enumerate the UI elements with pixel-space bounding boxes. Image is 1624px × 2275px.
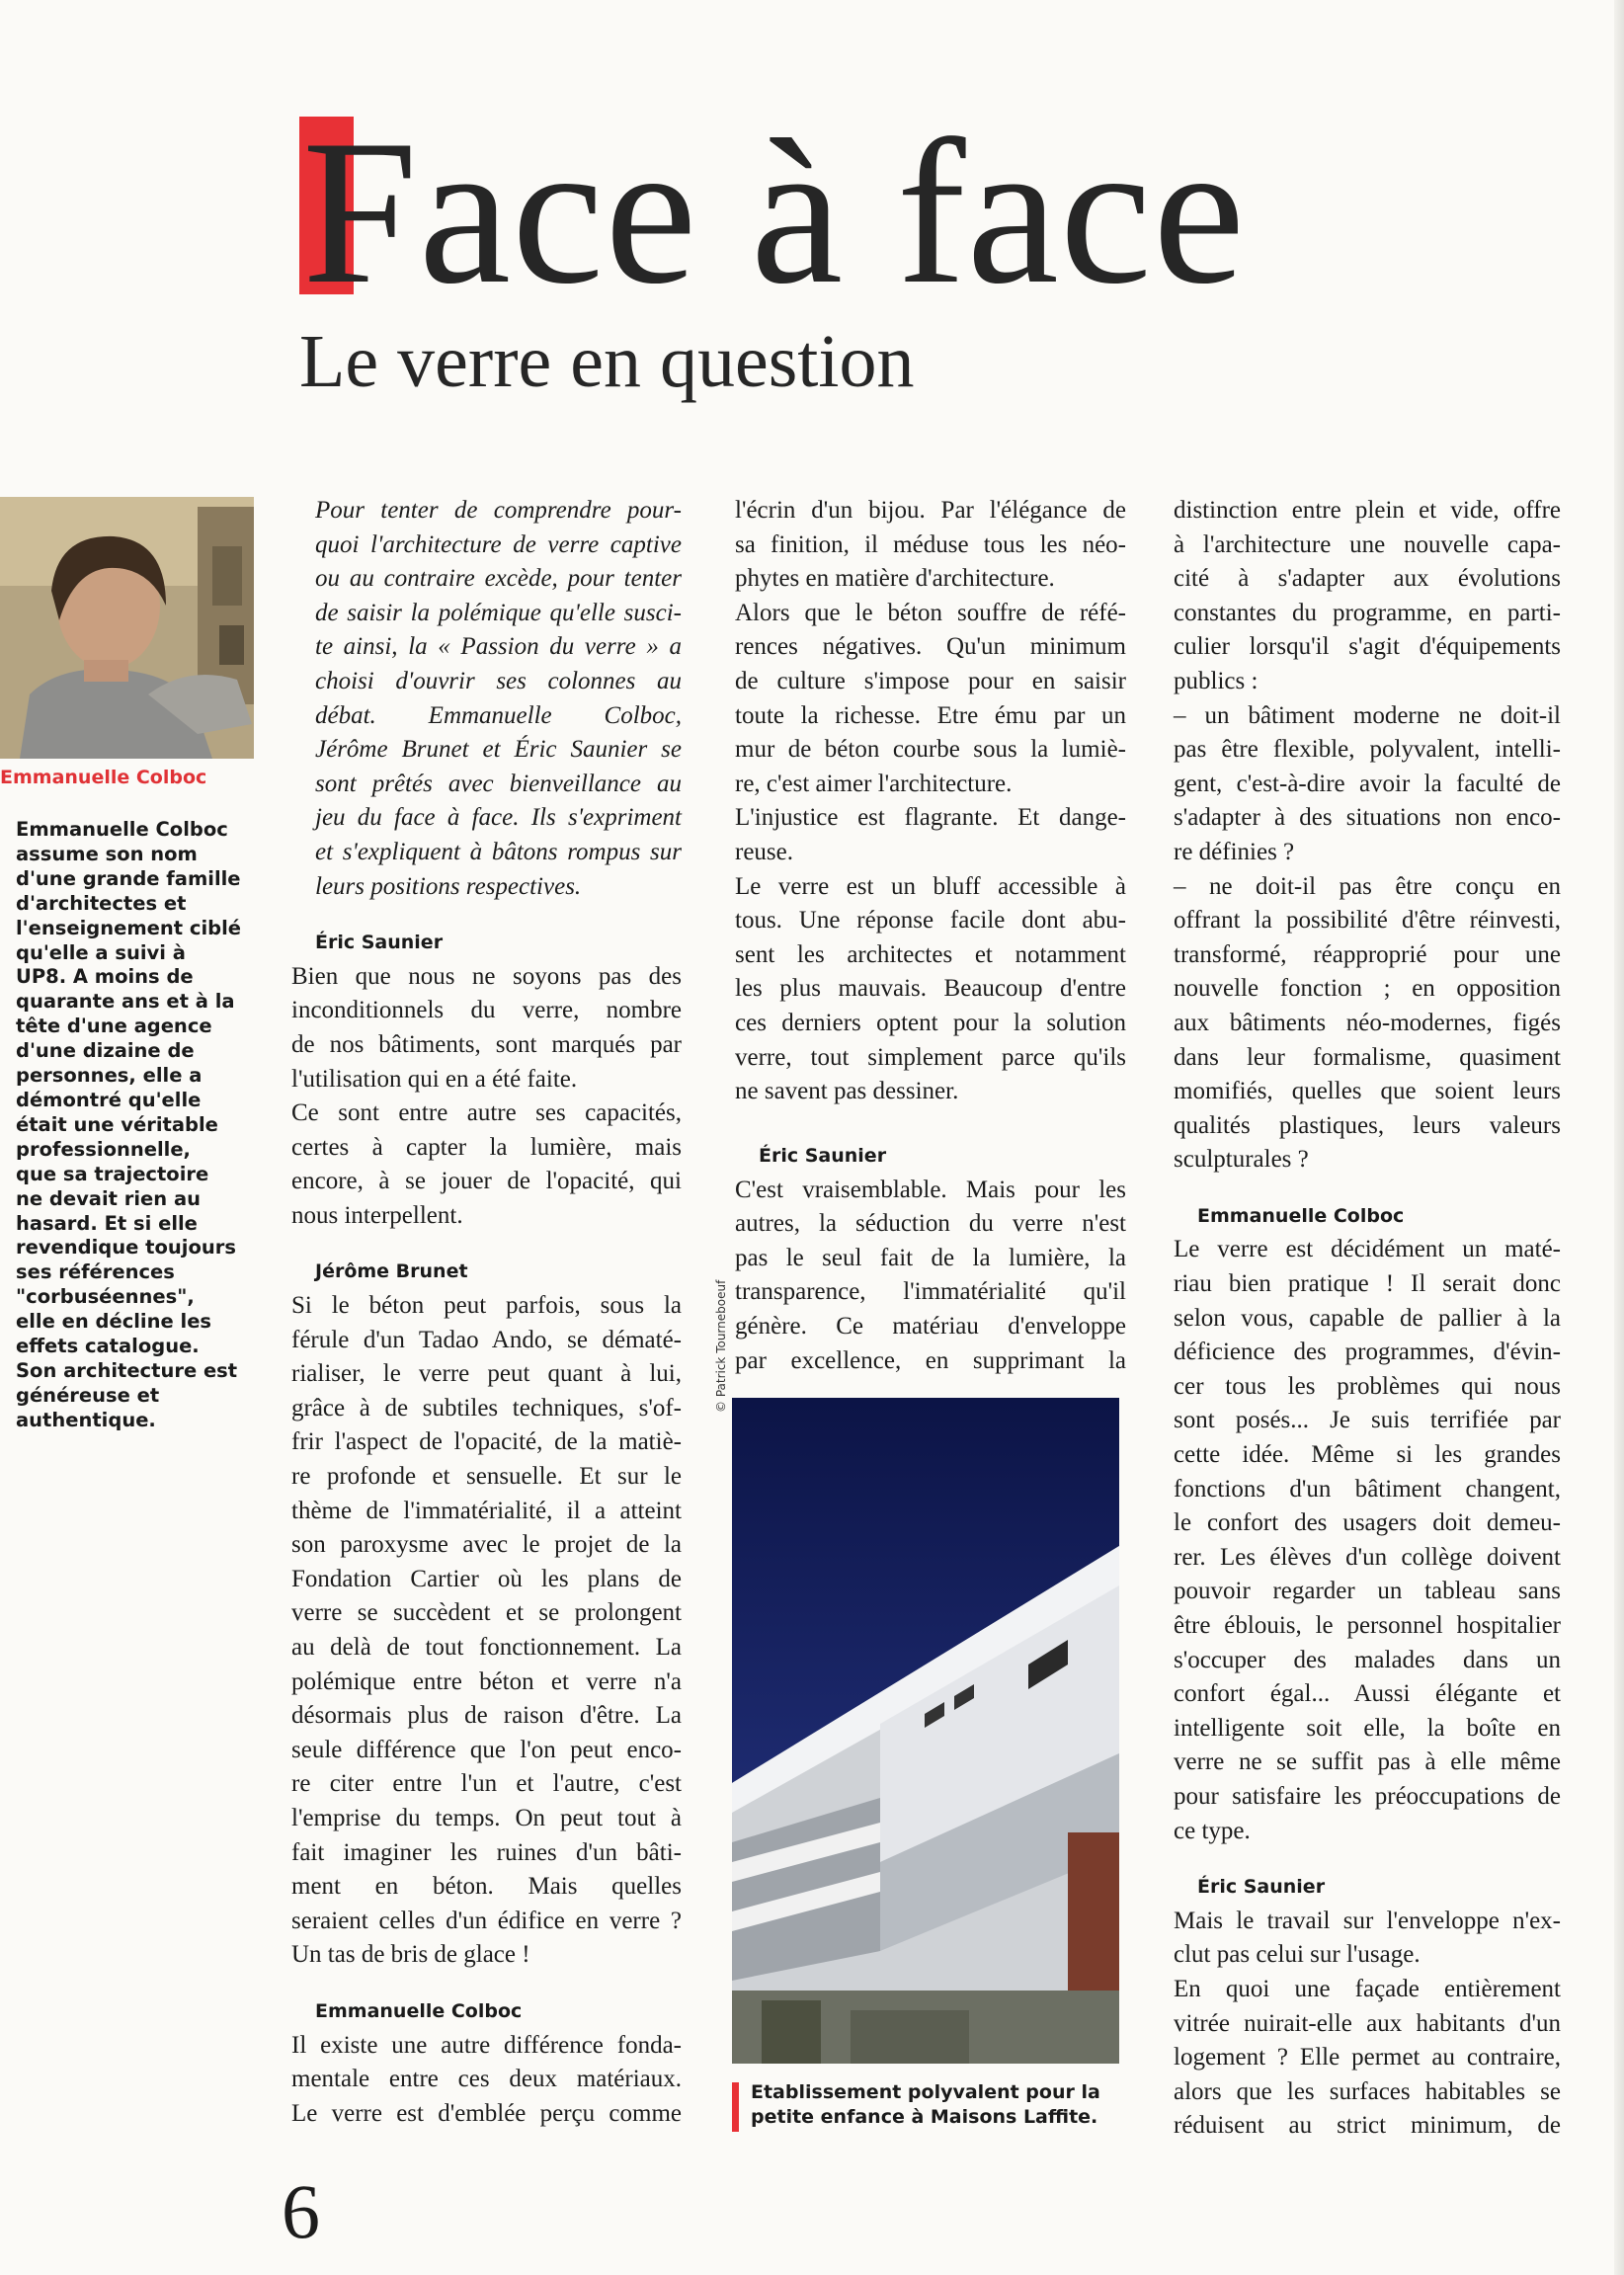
photo-credit: © Patrick Tourneboeuf (714, 1279, 728, 1413)
intro-paragraph: Pour tenter de comprendre pour- quoi l'architecture de verre captive ou au contraire excède, pour tenter de saisir la polémique qu'elle susci- te ainsi, la « Passion du verre » a choisi d'ouvrir ses colonnes au débat. Emmanuelle Colboc, Jérôme Brunet et Éric Saunier se sont prêtés avec bienveillance au jeu du face à face. Ils s'expriment et s'expliquent à bâtons rompus sur leurs positions respectives. (315, 497, 682, 900)
building-photo (732, 1398, 1119, 2064)
article-column-2 (735, 494, 1126, 1109)
article-column-1 (291, 494, 682, 2131)
page-number: 6 (282, 2168, 320, 2254)
page-edge-shadow (1614, 0, 1624, 2275)
speaker-label: Jérôme Brunet (315, 1260, 468, 1283)
paragraph: Si le béton peut parfois, sous la férule d'un Tadao Ando, se dématé- rialiser, le verre peut quant à lui, grâce à de subtiles techniques, s'of- frir l'aspect de l'opacité, de la matiè- re profonde et sensuelle. Et sur le thème de l'immatérialité, il a atteint son paroxysme avec le projet de la Fondation Cartier où les plans de verre se succèdent et se prolongent au delà de tout fonctionnement. La polémique entre béton et verre n'a désormais plus de raison d'être. La seule différence que l'on peut enco- re citer entre l'un et l'autre, c'est l'emprise du temps. On peut tout à fait imaginer les ruines d'un bâti- ment en béton. Mais quelles seraient celles d'un édifice en verre ? Un tas de bris de glace ! (291, 1292, 682, 1969)
paragraph: Bien que nous ne soyons pas des inconditionnels du verre, nombre de nos bâtiments, sont marqués par l'utilisation qui en a été faite. Ce sont entre autre ses capacités, certes à capter la lumière, mais encore, à se jouer de l'opacité, qui nous interpellent. (291, 962, 682, 1229)
portrait-caption: Emmanuelle Colboc (0, 767, 207, 788)
portrait-photo (0, 497, 254, 759)
speaker-label: Éric Saunier (759, 1145, 887, 1167)
paragraph: distinction entre plein et vide, offre à l'architecture une nouvelle capa- cité à s'adapter aux évolutions constantes du programme, en parti- culier lorsqu'il s'agit d'équipements publics : – un bâtiment moderne ne doit-il pas être flexible, polyvalent, intelli- gent, c'est-à-dire avoir la faculté de s'adapter à des situations non enco- re définies ? – ne doit-il pas être conçu en offrant la possibilité d'être réinvesti, transformé, réapproprié pour une nouvelle fonction ; en opposition aux bâtiments néo-modernes, figés dans leur formalisme, quasiment momifiés, quelles que soient leurs qualités plastiques, leurs valeurs sculpturales ? (1174, 497, 1561, 1174)
sidebar-bio: Emmanuelle Colboc assume son nom d'une grande famille d'architectes et l'enseignement ciblé qu'elle a suivi à UP8. A moins de quarante ans et à la tête d'une agence d'une dizaine de personnes, elle a démontré qu'elle était une véritable professionnelle, que sa trajectoire ne devait rien au hasard. Et si elle revendique toujours ses références "corbuséennes", elle en décline les effets catalogue. Son architecture est généreuse et authentique. (16, 818, 241, 1431)
speaker-label: Emmanuelle Colboc (315, 1999, 523, 2022)
paragraph: l'écrin d'un bijou. Par l'élégance de sa finition, il méduse tous les néo- phytes en matière d'architecture. Alors que le béton souffre de réfé- rences négatives. Qu'un minimum de culture s'impose pour en saisir toute la richesse. Etre ému par un mur de béton courbe sous la lumiè- re, c'est aimer l'architecture. L'injustice est flagrante. Et dange- reuse. Le verre est un bluff accessible à tous. Une réponse facile dont abu- sent les architectes et notamment les plus mauvais. Beaucoup d'entre ces derniers optent pour la solution verre, tout simplement parce qu'ils ne savent pas dessiner. (735, 497, 1126, 1105)
page-title: Face à face (302, 98, 1247, 327)
speaker-label: Éric Saunier (1197, 1876, 1326, 1899)
article-column-2-lower (735, 1139, 1126, 1378)
paragraph: Il existe une autre différence fonda- mentale entre ces deux matériaux. Le verre est d'emblée perçu comme (291, 2031, 682, 2127)
article-column-3 (1174, 494, 1561, 2144)
paragraph: Le verre est décidément un maté- riau bien pratique ! Il serait donc selon vous, capable de pallier à la déficience des programmes, d'évin- cer tous les problèmes qui nous sont posés... Je suis terrifiée par cette idée. Même si les grandes fonctions d'un bâtiment changent, le confort des usagers doit demeu- rer. Les élèves d'un collège doivent pouvoir regarder un tableau sans être éblouis, le personnel hospitalier s'occuper des malades dans un confort égal... Aussi élégante et intelligente soit elle, la boîte en verre ne se suffit pas à elle même pour satisfaire les préoccupations de ce type. (1174, 1236, 1561, 1844)
photo-caption: Etablissement polyvalent pour la petite enfance à Maisons Laffite. (751, 2081, 1100, 2128)
paragraph: C'est vraisemblable. Mais pour les autres, la séduction du verre n'est pas le seul fait de la lumière, la transparence, l'immatérialité qu'il génère. Ce matériau d'enveloppe par excellence, en supprimant la (735, 1176, 1126, 1374)
paragraph: Mais le travail sur l'enveloppe n'ex- clut pas celui sur l'usage. En quoi une façade entièrement vitrée nuirait-elle aux habitants d'un logement ? Elle permet au contraire, alors que les surfaces habitables se réduisent au strict minimum, de (1174, 1907, 1561, 2140)
speaker-label: Emmanuelle Colboc (1197, 1204, 1405, 1227)
speaker-label: Éric Saunier (315, 932, 444, 954)
page-subtitle: Le verre en question (299, 320, 915, 403)
caption-accent-bar (732, 2082, 739, 2132)
